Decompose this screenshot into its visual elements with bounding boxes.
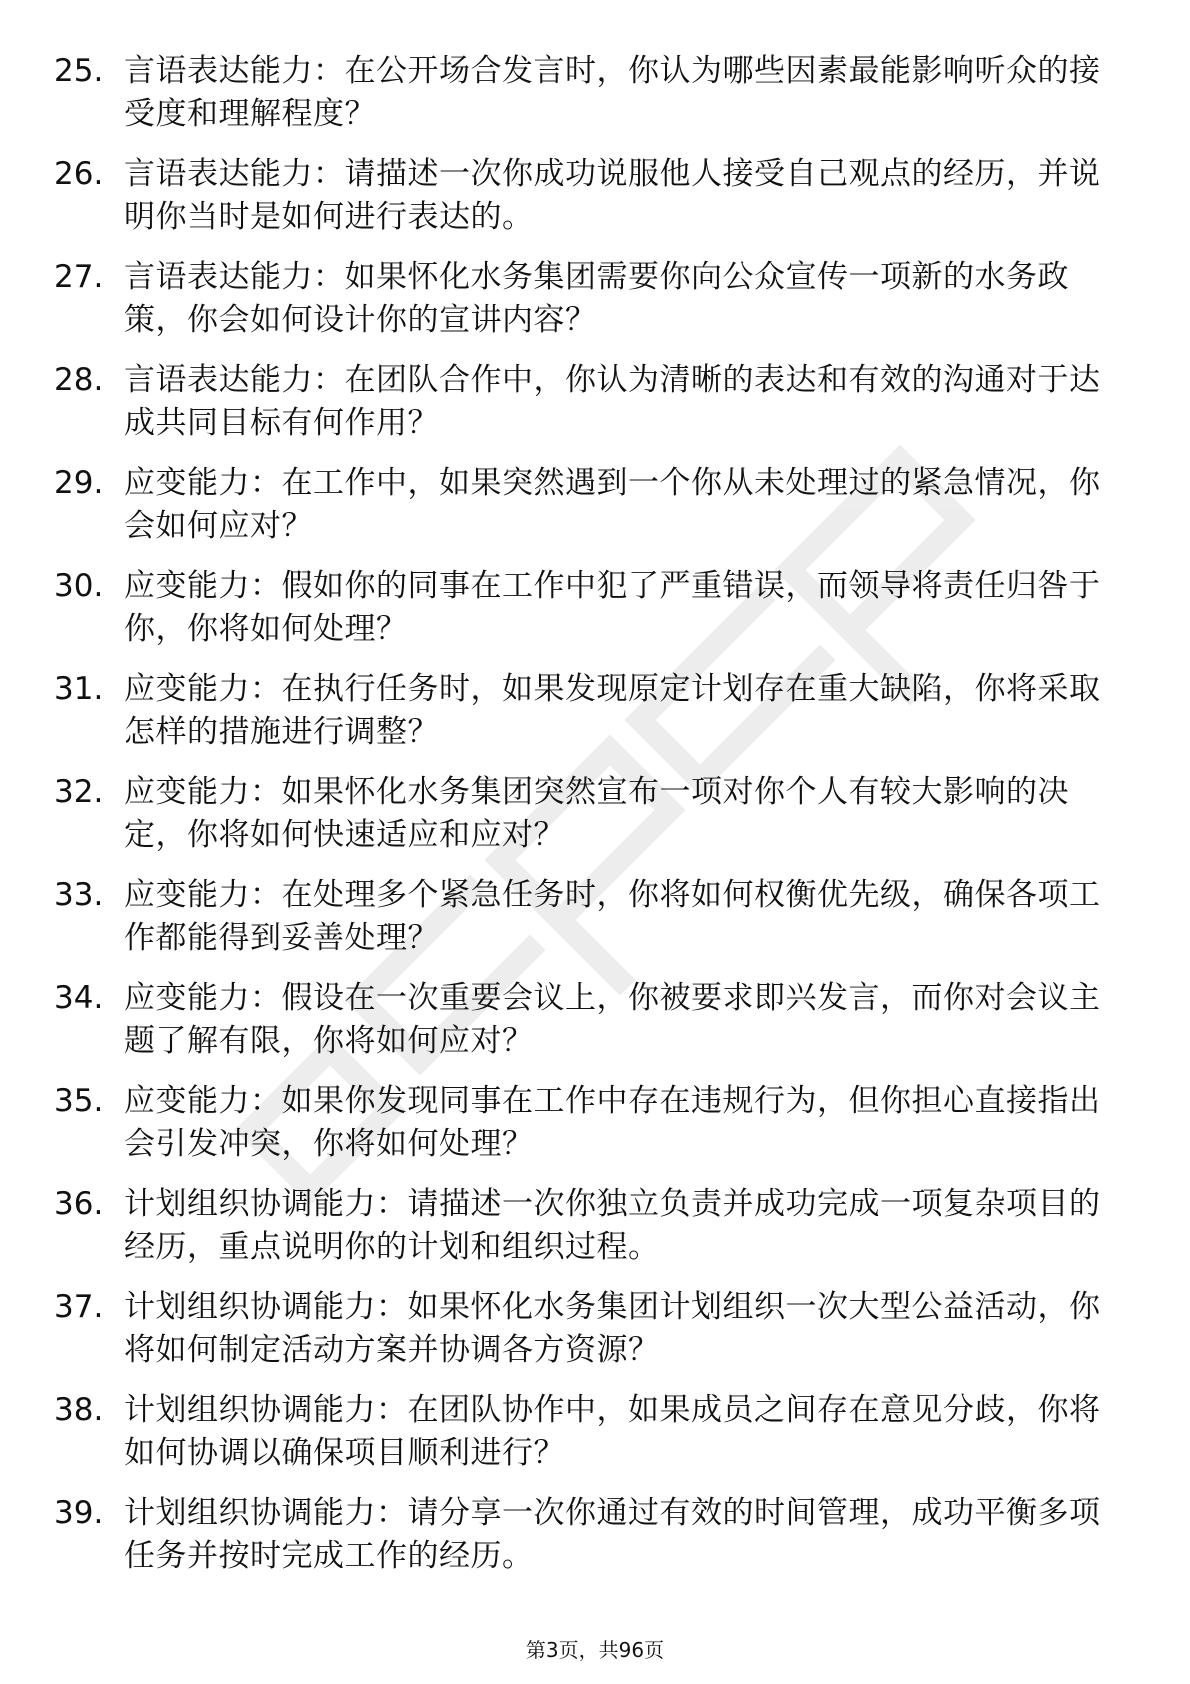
- question-text: 计划组织协调能力：请分享一次你通过有效的时间管理，成功平衡多项任务并按时完成工作的经历。: [124, 1495, 1101, 1574]
- question-item: [0, 771, 1190, 874]
- question-text: 应变能力：在工作中，如果突然遇到一个你从未处理过的紧急情况，你会如何应对？: [124, 465, 1101, 544]
- question-item: [0, 874, 1190, 977]
- question-item: [0, 565, 1190, 668]
- question-item: [0, 668, 1190, 771]
- question-number: 34.: [54, 980, 104, 1016]
- page-footer: 第3页，共96页: [525, 1638, 665, 1662]
- question-text: 应变能力：如果你发现同事在工作中存在违规行为，但你担心直接指出会引发冲突，你将如何处理？: [124, 1083, 1101, 1162]
- question-number: 26.: [54, 156, 104, 192]
- question-item: [0, 1492, 1190, 1595]
- question-text: 应变能力：假如你的同事在工作中犯了严重错误，而领导将责任归咎于你，你将如何处理？: [124, 568, 1101, 647]
- question-number: 35.: [54, 1083, 104, 1119]
- question-item: [0, 1389, 1190, 1492]
- question-text: 应变能力：如果怀化水务集团突然宣布一项对你个人有较大影响的决定，你将如何快速适应和应对？: [124, 774, 1069, 853]
- question-number: 25.: [54, 53, 104, 89]
- question-number: 29.: [54, 465, 104, 501]
- question-text: 言语表达能力：在公开场合发言时，你认为哪些因素最能影响听众的接受度和理解程度？: [124, 53, 1101, 132]
- question-item: [0, 1080, 1190, 1183]
- question-item: [0, 1183, 1190, 1286]
- question-item: [0, 462, 1190, 565]
- question-item: [0, 359, 1190, 462]
- question-number: 30.: [54, 568, 104, 604]
- question-number: 28.: [54, 362, 104, 398]
- question-item: [0, 50, 1190, 153]
- question-item: [0, 1286, 1190, 1389]
- question-number: 32.: [54, 774, 104, 810]
- question-text: 计划组织协调能力：请描述一次你独立负责并成功完成一项复杂项目的经历，重点说明你的计划和组织过程。: [124, 1186, 1101, 1265]
- question-item: [0, 256, 1190, 359]
- question-text: 言语表达能力：请描述一次你成功说服他人接受自己观点的经历，并说明你当时是如何进行表达的。: [124, 156, 1101, 235]
- question-text: 言语表达能力：如果怀化水务集团需要你向公众宣传一项新的水务政策，你会如何设计你的宣讲内容？: [124, 259, 1069, 338]
- question-number: 36.: [54, 1186, 104, 1222]
- question-number: 38.: [54, 1392, 104, 1428]
- question-text: 言语表达能力：在团队合作中，你认为清晰的表达和有效的沟通对于达成共同目标有何作用？: [124, 362, 1101, 441]
- question-number: 31.: [54, 671, 104, 707]
- question-text: 计划组织协调能力：如果怀化水务集团计划组织一次大型公益活动，你将如何制定活动方案并协调各方资源？: [124, 1289, 1101, 1368]
- question-number: 27.: [54, 259, 104, 295]
- question-number: 37.: [54, 1289, 104, 1325]
- question-list: [0, 50, 1190, 1595]
- question-number: 39.: [54, 1495, 104, 1531]
- question-text: 应变能力：在执行任务时，如果发现原定计划存在重大缺陷，你将采取怎样的措施进行调整？: [124, 671, 1101, 750]
- question-text: 计划组织协调能力：在团队协作中，如果成员之间存在意见分歧，你将如何协调以确保项目顺利进行？: [124, 1392, 1101, 1471]
- question-number: 33.: [54, 877, 104, 913]
- question-item: [0, 153, 1190, 256]
- question-text: 应变能力：假设在一次重要会议上，你被要求即兴发言，而你对会议主题了解有限，你将如何应对？: [124, 980, 1101, 1059]
- question-item: [0, 977, 1190, 1080]
- question-text: 应变能力：在处理多个紧急任务时，你将如何权衡优先级，确保各项工作都能得到妥善处理？: [124, 877, 1101, 956]
